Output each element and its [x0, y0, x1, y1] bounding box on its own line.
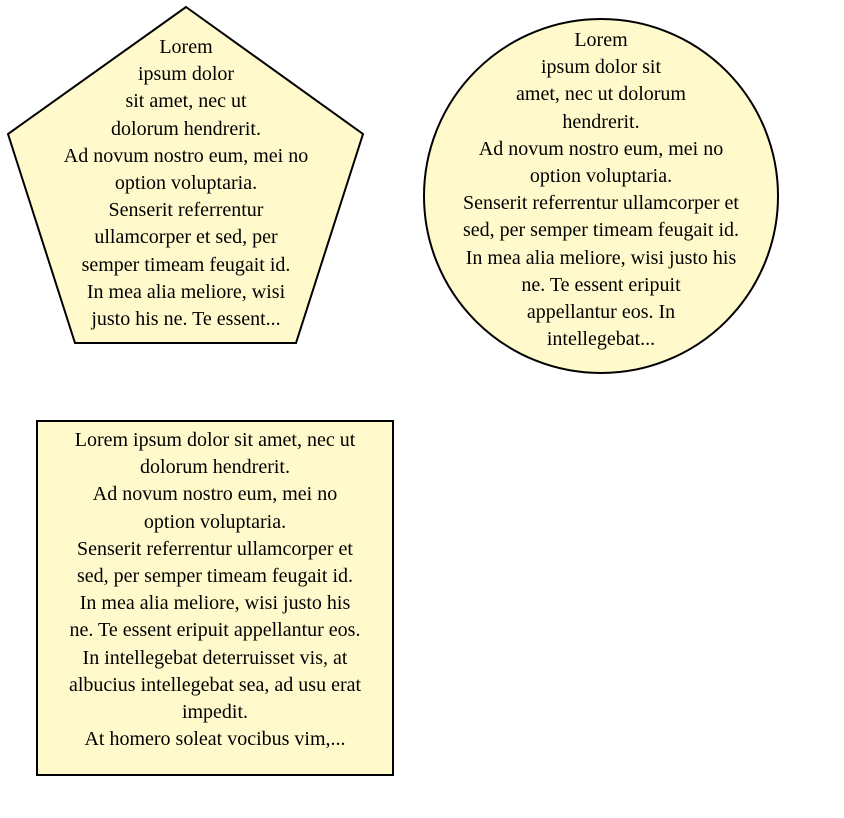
pentagon-text-line: Ad novum nostro eum, mei no	[63, 144, 309, 167]
rectangle-text-line: option voluptaria.	[143, 510, 287, 533]
rectangle-text-line: Ad novum nostro eum, mei no	[92, 483, 338, 506]
rectangle-text-line: dolorum hendrerit.	[140, 456, 290, 479]
pentagon-text-line: Lorem	[159, 36, 213, 58]
circle-text-line: appellantur eos. In	[526, 301, 676, 324]
circle-text-line: Senserit referrentur ullamcorper et	[463, 192, 739, 215]
pentagon-text-line: In mea alia meliore, wisi	[86, 280, 286, 303]
rectangle-text-line: impedit.	[181, 701, 249, 724]
circle-text-line: intellegebat...	[546, 328, 656, 351]
circle-text-line: ipsum dolor sit	[540, 56, 661, 79]
rectangle-text-line: albucius intellegebat sea, ad usu erat	[68, 673, 362, 696]
pentagon-text-line: dolorum hendrerit.	[111, 117, 261, 140]
rectangle-text-line: In mea alia meliore, wisi justo his	[79, 592, 351, 615]
circle-text-line: Lorem	[574, 29, 628, 51]
pentagon-text-line: ullamcorper et sed, per	[94, 226, 278, 249]
circle-text-line: option voluptaria.	[529, 165, 673, 188]
pentagon-text-line: ipsum dolor	[137, 63, 235, 86]
circle-text-line: amet, nec ut dolorum	[516, 83, 686, 106]
pentagon-text-line: option voluptaria.	[114, 172, 258, 195]
circle-text-line: hendrerit.	[562, 110, 640, 133]
circle-text	[421, 27, 781, 353]
rectangle-text-line: Lorem ipsum dolor sit amet, nec ut	[74, 429, 356, 451]
rectangle-text-line: sed, per semper timeam feugait id.	[76, 565, 353, 588]
pentagon-text	[8, 34, 364, 333]
circle-text-line: In mea alia meliore, wisi justo his	[465, 246, 737, 269]
circle-text-line: ne. Te essent eripuit	[521, 273, 681, 296]
pentagon-text-line: justo his ne. Te essent...	[91, 308, 281, 331]
pentagon-text-line: semper timeam feugait id.	[81, 253, 291, 276]
circle-text-line: sed, per semper timeam feugait id.	[462, 219, 739, 242]
rectangle-text-line: ne. Te essent eripuit appellantur eos.	[69, 619, 361, 642]
rectangle-text	[37, 427, 393, 753]
rectangle-text-line: In intellegebat deterruisset vis, at	[82, 646, 348, 669]
rectangle-text-line: At homero soleat vocibus vim,...	[84, 728, 346, 751]
rectangle-text-line: Senserit referrentur ullamcorper et	[77, 537, 353, 560]
pentagon-text-line: Senserit referrentur	[108, 199, 264, 222]
circle-text-line: Ad novum nostro eum, mei no	[478, 137, 724, 160]
pentagon-text-line: sit amet, nec ut	[125, 90, 247, 113]
